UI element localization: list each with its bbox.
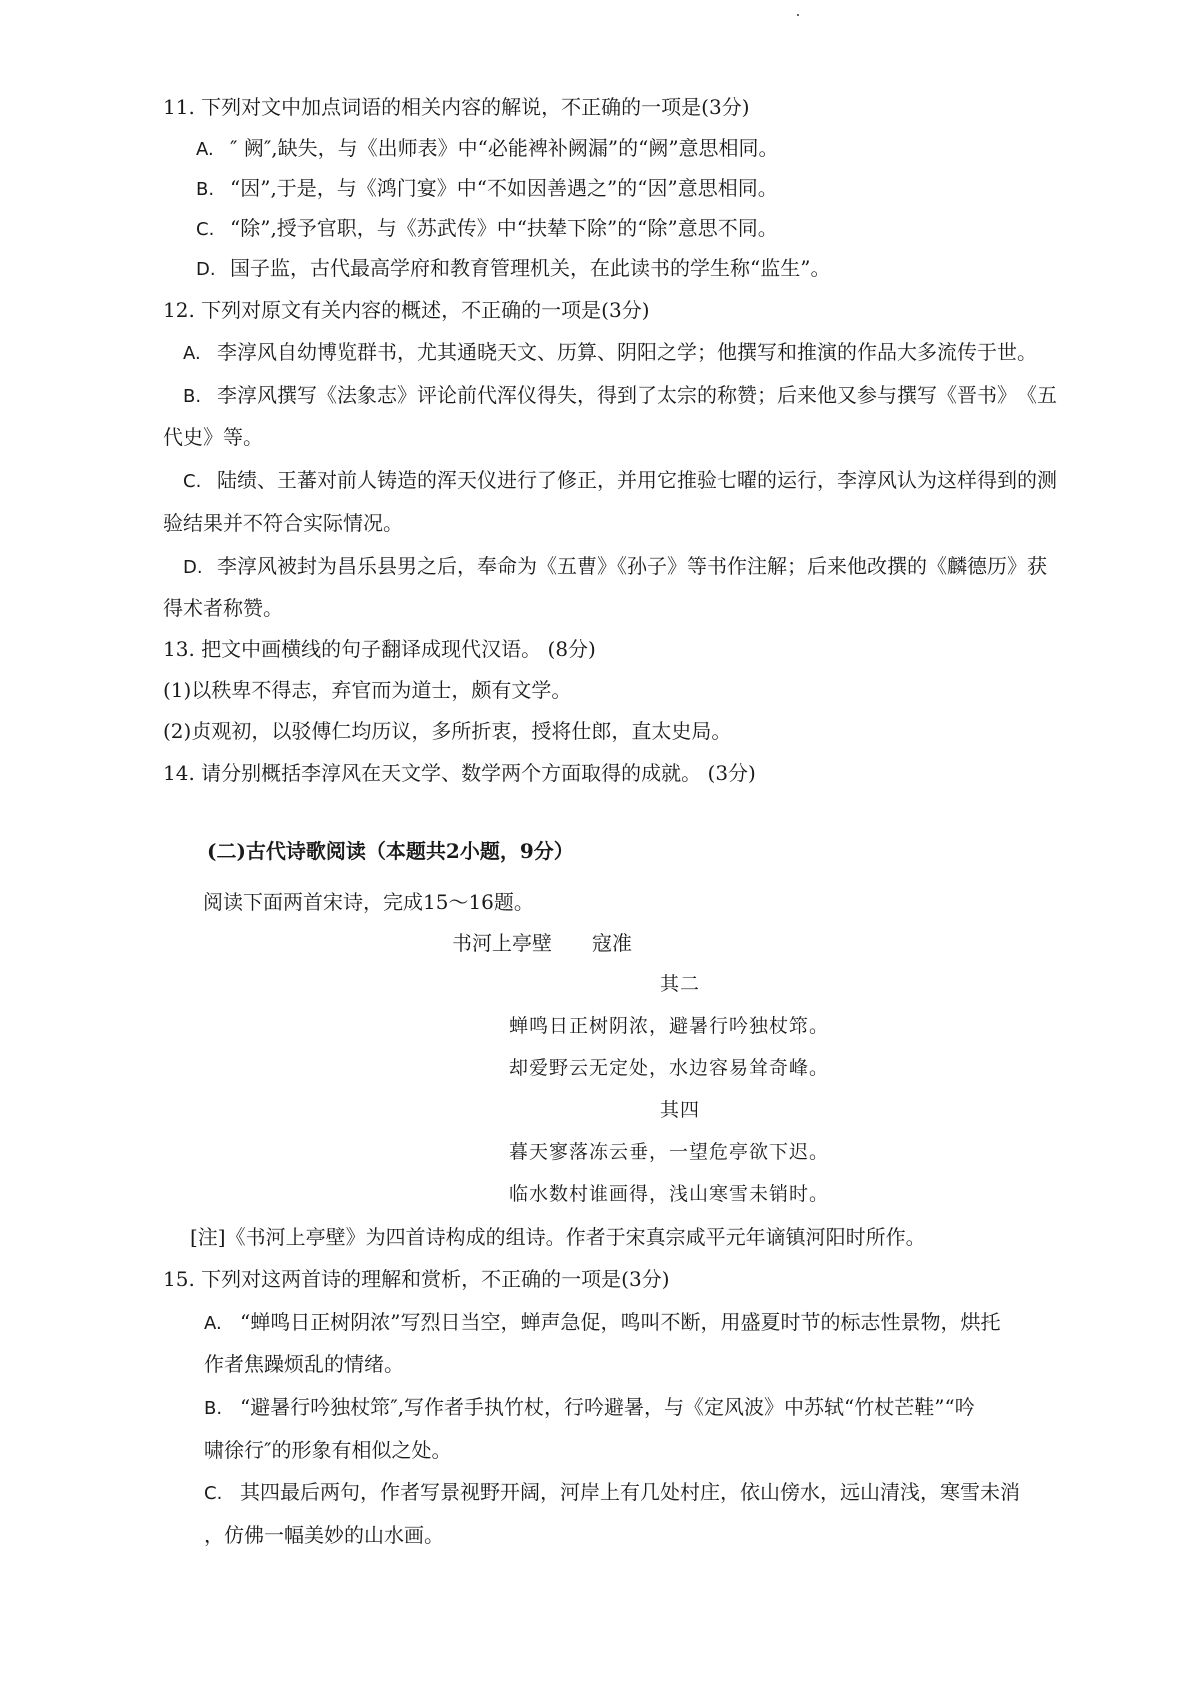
option-label: C. <box>183 471 202 492</box>
option-text: ″ 阙″,缺失，与《出师表》中“必能裨补阙漏”的“阙”意思相同。 <box>230 136 779 160</box>
q13-sentence-2: (2)贞观初，以驳傅仁均历议，多所折衷，授将仕郎，直太史局。 <box>163 719 732 743</box>
option-text: “因”,于是，与《鸿门宴》中“不如因善遇之”的“因”意思相同。 <box>230 176 778 200</box>
option-label: C. <box>196 219 215 240</box>
q12-option-b <box>183 383 1057 408</box>
poem-2-line-1: 蝉鸣日正树阴浓，避暑行吟独杖筇。 <box>509 1015 830 1037</box>
q15-option-a-cont: 作者焦躁烦乱的情绪。 <box>204 1352 404 1376</box>
option-text: 国子监，古代最高学府和教育管理机关，在此读书的学生称“监生”。 <box>230 256 831 280</box>
option-label: D. <box>183 557 203 578</box>
option-text: 李淳风自幼博览群书，尤其通晓天文、历算、阴阳之学；他撰写和推演的作品大多流传于世。 <box>217 340 1037 364</box>
q11-option-a <box>196 136 779 161</box>
q13-sentence-1: (1)以秩卑不得志，弃官而为道士，颇有文学。 <box>163 678 572 702</box>
poem-title: 书河上亭壁 寇准 <box>452 931 632 955</box>
q13-stem: 13. 把文中画横线的句子翻译成现代汉语。 (8分) <box>163 637 596 661</box>
q12-option-a <box>183 340 1037 365</box>
q12-option-d-cont: 得术者称赞。 <box>163 596 283 620</box>
poem-note: [注]《书河上亭壁》为四首诗构成的组诗。作者于宋真宗咸平元年谪镇河阳时所作。 <box>190 1225 926 1249</box>
q12-stem: 12. 下列对原文有关内容的概述，不正确的一项是(3分) <box>163 298 650 322</box>
scan-dot <box>797 14 799 16</box>
poem-4-line-2: 临水数村谁画得，浅山寒雪未销时。 <box>509 1183 830 1205</box>
option-text: “除”,授予官职，与《苏武传》中“扶辇下除”的“除”意思不同。 <box>230 216 778 240</box>
q11-option-b <box>196 176 778 201</box>
option-text: 李淳风撰写《法象志》评论前代浑仪得失，得到了太宗的称赞；后来他又参与撰写《晋书》 《五 <box>217 383 1057 407</box>
q15-option-a <box>204 1310 1000 1335</box>
option-label: C. <box>204 1483 223 1504</box>
q14-stem: 14. 请分别概括李淳风在天文学、数学两个方面取得的成就。 (3分) <box>163 761 756 785</box>
option-label: B. <box>183 386 202 407</box>
poem-part-2-heading: 其二 <box>660 973 701 995</box>
q12-option-c-cont: 验结果并不符合实际情况。 <box>163 511 403 535</box>
option-label: A. <box>196 139 214 160</box>
option-text: 陆绩、王蕃对前人铸造的浑天仪进行了修正，并用它推验七曜的运行，李淳风认为这样得到的测 <box>217 468 1057 492</box>
option-label: D. <box>196 259 216 280</box>
option-text: 其四最后两句，作者写景视野开阔，河岸上有几处村庄，依山傍水，远山清浅，寒雪未消 <box>240 1480 1020 1504</box>
q15-option-b-cont: 啸徐行″的形象有相似之处。 <box>204 1438 452 1462</box>
q15-option-b <box>204 1395 975 1420</box>
q12-option-b-cont: 代史》等。 <box>163 425 263 449</box>
q12-option-d <box>183 554 1047 579</box>
option-label: B. <box>204 1398 223 1419</box>
option-label: B. <box>196 179 215 200</box>
option-label: A. <box>183 343 201 364</box>
q15-option-c-cont: ，仿佛一幅美妙的山水画。 <box>204 1523 444 1547</box>
option-text: “避暑行吟独杖筇″,写作者手执竹杖，行吟避暑，与《定风波》中苏轼“竹杖芒鞋”“吟 <box>240 1395 975 1419</box>
poem-4-line-1: 暮天寥落冻云垂，一望危亭欲下迟。 <box>509 1141 830 1163</box>
q11-option-c <box>196 216 778 241</box>
section-heading: (二)古代诗歌阅读（本题共2小题，9分） <box>207 839 574 863</box>
q15-stem: 15. 下列对这两首诗的理解和赏析，不正确的一项是(3分) <box>163 1267 670 1291</box>
poem-part-4-heading: 其四 <box>660 1099 701 1121</box>
poem-2-line-2: 却爱野云无定处，水边容易耸奇峰。 <box>509 1057 830 1079</box>
q11-stem: 11. 下列对文中加点词语的相关内容的解说，不正确的一项是(3分) <box>163 95 750 119</box>
q15-option-c <box>204 1480 1020 1505</box>
option-text: 李淳风被封为昌乐县男之后，奉命为《五曹》《孙子》等书作注解；后来他改撰的《麟德历》获 <box>217 554 1047 578</box>
q11-option-d <box>196 256 830 281</box>
option-label: A. <box>204 1313 222 1334</box>
q12-option-c <box>183 468 1057 493</box>
section-intro: 阅读下面两首宋诗，完成15～16题。 <box>203 890 534 914</box>
option-text: “蝉鸣日正树阴浓”写烈日当空，蝉声急促，鸣叫不断，用盛夏时节的标志性景物，烘托 <box>240 1310 1001 1334</box>
